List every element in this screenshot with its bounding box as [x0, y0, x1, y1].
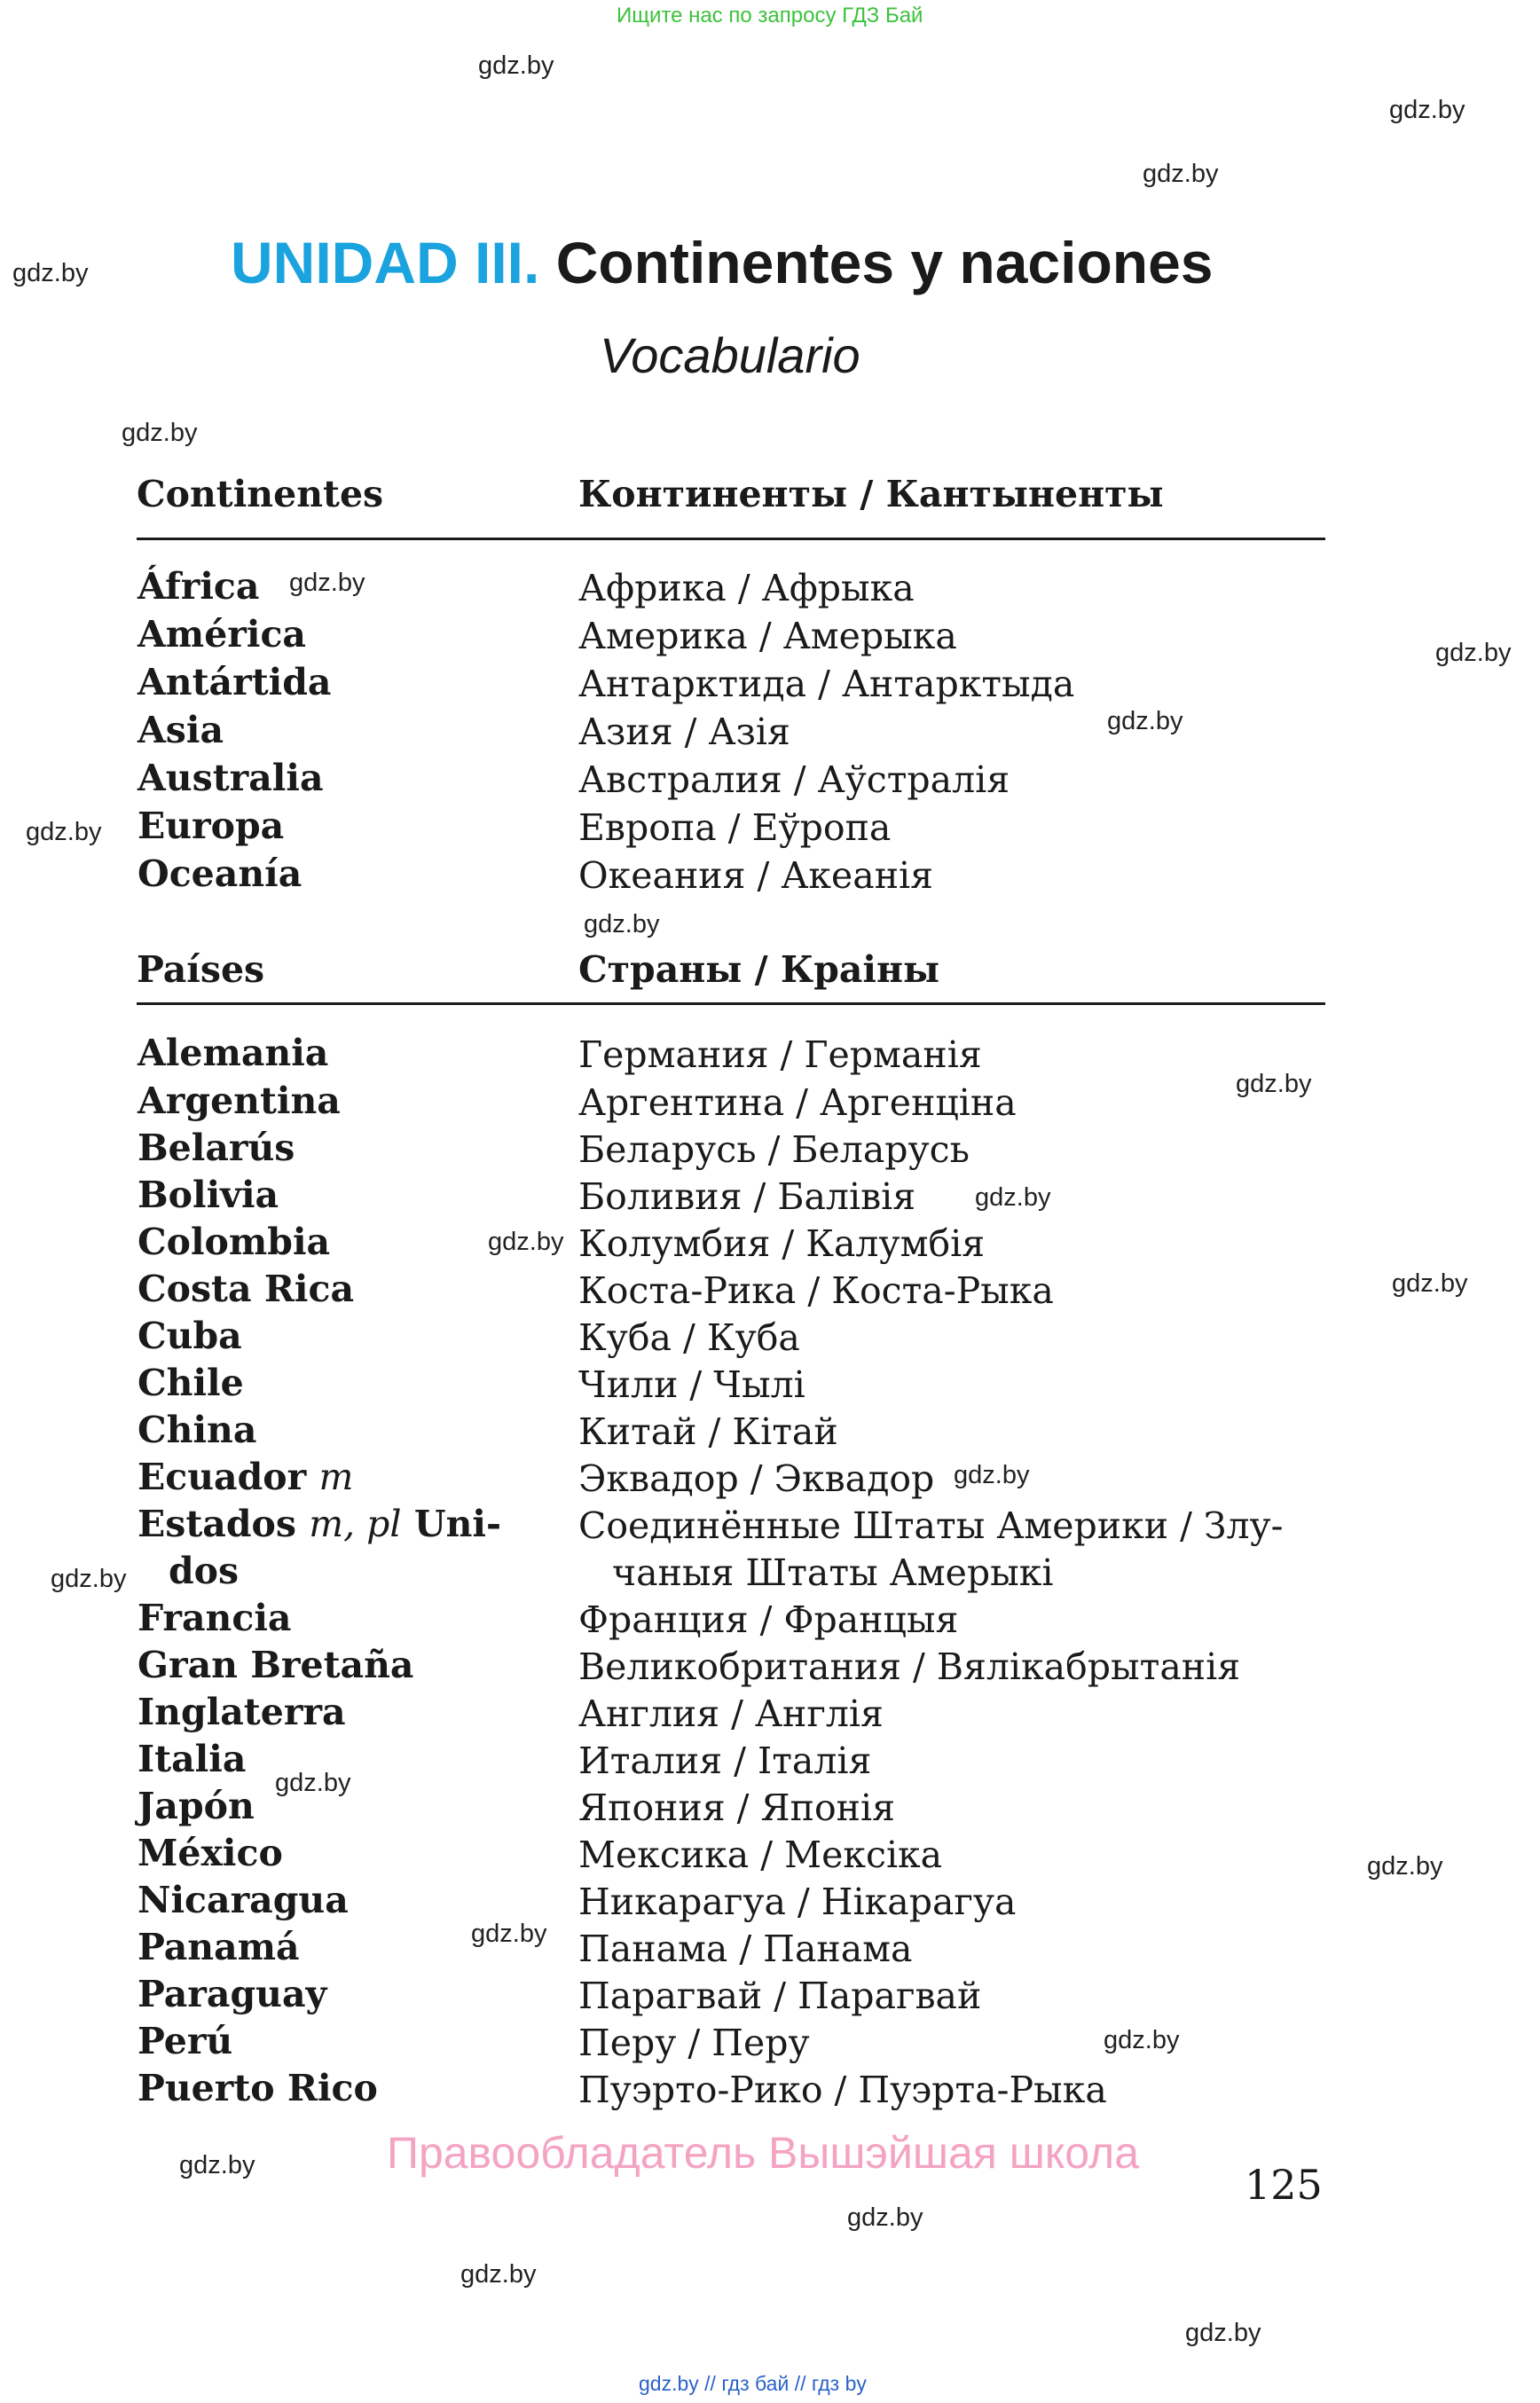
list-item-es: Costa Rica — [138, 1268, 355, 1310]
list-item-es: Panamá — [138, 1926, 300, 1968]
watermark: gdz.by — [1367, 1852, 1443, 1881]
list-item-ru: Австралия / Аўстралія — [578, 758, 1010, 801]
watermark: gdz.by — [289, 569, 365, 597]
unit-label: UNIDAD III. — [231, 230, 540, 295]
list-item-ru: Германия / Германія — [578, 1033, 982, 1076]
list-item-ru: Япония / Японія — [578, 1787, 895, 1829]
list-item-es: Argentina — [138, 1080, 341, 1122]
list-item-ru: Мексика / Мексіка — [578, 1834, 943, 1876]
watermark: gdz.by — [179, 2151, 255, 2179]
list-item-ru: Куба / Куба — [578, 1316, 800, 1359]
watermark: gdz.by — [471, 1920, 547, 1948]
list-item-es: China — [138, 1409, 257, 1451]
footer-separator: // — [704, 2372, 716, 2395]
section1-header-ru: Континенты / Кантыненты — [578, 473, 1164, 515]
list-item-es: Gran Bretaña — [138, 1644, 414, 1686]
list-item-es: Italia — [138, 1738, 247, 1780]
section1-divider — [137, 538, 1325, 540]
list-item-ru: Колумбия / Калумбія — [578, 1222, 986, 1265]
list-item-ru: Антарктида / Антарктыда — [578, 663, 1075, 705]
watermark: gdz.by — [26, 818, 102, 846]
section2-divider — [137, 1002, 1325, 1005]
footer-link-gdz-bai[interactable]: гдз бай — [721, 2372, 790, 2395]
watermark: gdz.by — [1392, 1269, 1468, 1298]
list-item-es: Francia — [138, 1597, 292, 1639]
list-item-ru: Боливия / Балівія — [578, 1175, 916, 1218]
top-banner: Ищите нас по запросу ГДЗ Бай — [617, 4, 923, 27]
watermark: gdz.by — [1185, 2319, 1261, 2347]
page-title — [231, 229, 1214, 296]
watermark: gdz.by — [584, 910, 660, 938]
list-item-es: Puerto Rico — [138, 2067, 378, 2109]
page-number: 125 — [1245, 2161, 1323, 2209]
list-item-es: Asia — [138, 709, 224, 751]
title-text: Continentes y naciones — [555, 230, 1214, 295]
list-item-ru-cont: чаныя Штаты Амерыкі — [612, 1551, 1054, 1594]
watermark: gdz.by — [12, 259, 89, 287]
list-item-ru: Африка / Афрыка — [578, 567, 915, 609]
watermark: gdz.by — [847, 2203, 923, 2232]
list-item-ru: Америка / Амерыка — [578, 615, 957, 657]
list-item-ru: Соединённые Штаты Америки / Злу- — [578, 1504, 1284, 1547]
watermark: gdz.by — [51, 1565, 127, 1593]
list-item-es: Inglaterra — [138, 1691, 346, 1733]
list-item-es: América — [138, 613, 306, 656]
list-item-ru: Никарагуа / Нікарагуа — [578, 1881, 1017, 1923]
list-item-es: Oceanía — [138, 852, 302, 895]
list-item-es: Antártida — [138, 661, 332, 703]
watermark: gdz.by — [460, 2260, 537, 2289]
watermark: gdz.by — [488, 1228, 564, 1256]
footer-separator: // — [794, 2372, 806, 2395]
watermark: gdz.by — [122, 419, 198, 447]
watermark: gdz.by — [1104, 2026, 1180, 2054]
section2-header-es: Países — [137, 948, 265, 991]
list-item-ru: Океания / Акеанія — [578, 854, 934, 897]
list-item-es: Nicaragua — [138, 1879, 349, 1921]
list-item-es: Belarús — [138, 1127, 295, 1169]
list-item-ru: Аргентина / Аргенціна — [578, 1081, 1017, 1124]
list-item-es: África — [138, 565, 260, 608]
watermark: gdz.by — [1107, 707, 1183, 735]
list-item-ru: Пуэрто-Рико / Пуэрта-Рыка — [578, 2069, 1107, 2111]
watermark: gdz.by — [975, 1183, 1051, 1212]
list-item-es: Cuba — [138, 1315, 242, 1357]
list-item-es: Ecuador m — [138, 1456, 354, 1498]
list-item-ru: Эквадор / Эквадор — [578, 1457, 935, 1500]
watermark: gdz.by — [478, 51, 554, 80]
list-item-ru: Европа / Еўропа — [578, 806, 892, 849]
list-item-ru: Франция / Францыя — [578, 1598, 959, 1641]
list-item-es: Colombia — [138, 1221, 331, 1263]
watermark: gdz.by — [1435, 639, 1512, 667]
watermark: gdz.by — [1389, 96, 1465, 124]
section2-header-ru: Страны / Краіны — [578, 948, 940, 991]
list-item-ru: Коста-Рика / Коста-Рыка — [578, 1269, 1054, 1312]
list-item-ru: Перу / Перу — [578, 2022, 810, 2064]
footer-link-gdz-by-ru[interactable]: гдз by — [811, 2372, 867, 2395]
watermark: gdz.by — [1236, 1070, 1312, 1098]
watermark: gdz.by — [954, 1461, 1030, 1489]
list-item-ru: Азия / Азія — [578, 711, 790, 753]
footer-link-gdz-by[interactable]: gdz.by — [639, 2372, 699, 2395]
watermark: gdz.by — [275, 1769, 351, 1797]
list-item-es: Chile — [138, 1362, 244, 1404]
list-item-ru: Беларусь / Беларусь — [578, 1128, 970, 1171]
list-item-es: Estados m, pl Uni- — [138, 1503, 501, 1545]
subtitle: Vocabulario — [600, 327, 860, 383]
list-item-ru: Англия / Англія — [578, 1692, 884, 1735]
section1-header-es: Continentes — [137, 473, 384, 515]
list-item-ru: Великобритания / Вялікабрытанія — [578, 1645, 1241, 1688]
footer-links — [639, 2372, 867, 2396]
list-item-es: Perú — [138, 2020, 233, 2062]
list-item-es: Paraguay — [138, 1973, 327, 2015]
list-item-ru: Парагвай / Парагвай — [578, 1975, 982, 2017]
list-item-ru: Китай / Кітай — [578, 1410, 838, 1453]
list-item-es: Alemania — [138, 1032, 329, 1074]
list-item-es: Bolivia — [138, 1174, 279, 1216]
list-item-ru: Панама / Панама — [578, 1928, 913, 1970]
list-item-es: Japón — [138, 1785, 255, 1827]
list-item-es-cont: dos — [169, 1550, 240, 1592]
list-item-es: Australia — [138, 757, 324, 799]
list-item-es: Europa — [138, 805, 285, 847]
watermark: gdz.by — [1143, 160, 1219, 188]
list-item-ru: Чили / Чылі — [578, 1363, 805, 1406]
copyright-notice: Правообладатель Вышэйшая школа — [387, 2128, 1139, 2178]
list-item-es: México — [138, 1832, 283, 1874]
list-item-ru: Италия / Італія — [578, 1739, 872, 1782]
